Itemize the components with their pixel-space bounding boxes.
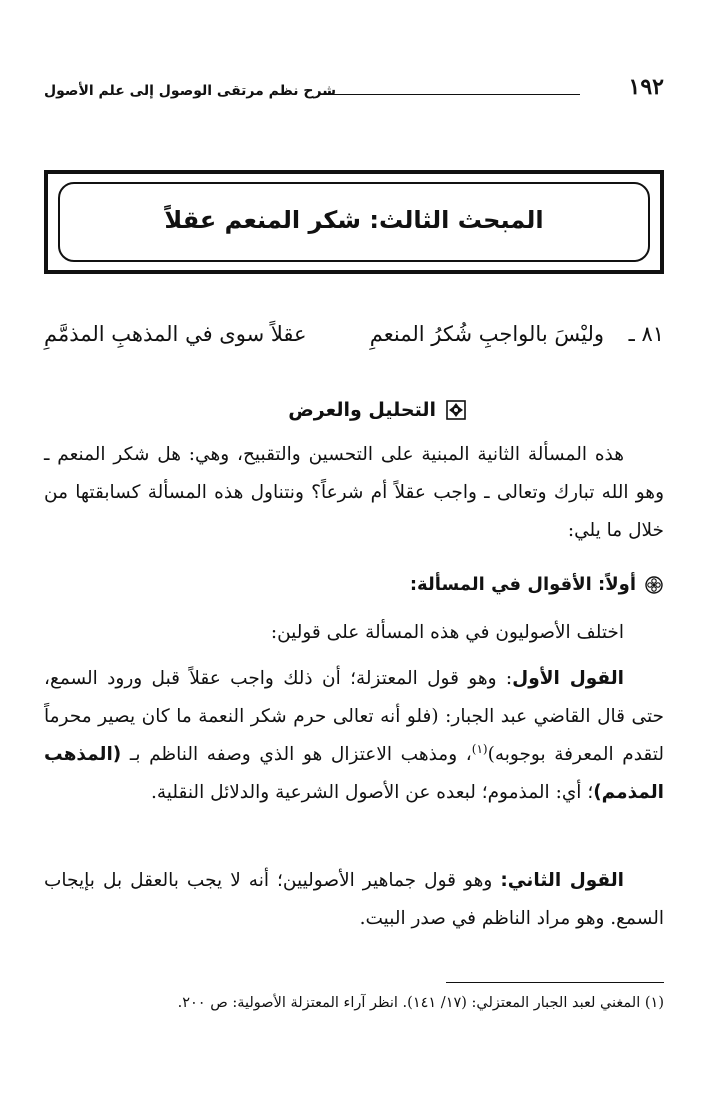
opinion-1-text-c: ؛ أي: المذموم؛ لبعده عن الأصول الشرعية والدلائل النقلية. (150, 782, 594, 803)
verse-number: ٨١ ـ (628, 322, 664, 346)
opinion-2-text: وهو قول جماهير الأصوليين؛ أنه لا يجب بالعقل بل بإيجاب السمع. وهو مراد الناظم في صدر البيت. (44, 870, 664, 929)
section-title-box (44, 170, 664, 274)
opinion-1-text-a: : وهو قول المعتزلة؛ أن ذلك واجب عقلاً قبل ورود السمع، حتى قال القاضي عبد الجبار: (فلو أنه تعالى حرم شكر النعمة ما كان يصير محرماً لتقدم المعرفة بوجوبه) (44, 668, 664, 765)
section-title: المبحث الثالث: شكر المنعم عقلاً (164, 206, 544, 234)
flower-bullet-icon (644, 575, 664, 595)
header-rule (318, 94, 580, 95)
verse-second-hemistich: عقلاً سوى في المذهبِ المذمَّمِ (44, 322, 307, 346)
analysis-heading-text: التحليل والعرض (288, 399, 436, 421)
page-number: ١٩٢ (628, 74, 664, 100)
first-point-heading-text: أولاً: الأقوال في المسألة: (409, 574, 636, 595)
footnote-separator (446, 982, 664, 983)
opinion-1-quoted-term: (المذهب المذمم) (44, 744, 664, 803)
verse-first-hemistich: وليْسَ بالواجبِ شُكرُ المنعمِ (369, 322, 604, 346)
first-point-intro: اختلف الأصوليون في هذه المسألة على قولين: (270, 622, 624, 643)
analysis-heading (288, 398, 468, 422)
opinion-1-label: القول الأول (512, 668, 624, 689)
analysis-intro: هذه المسألة الثانية المبنية على التحسين والتقبيح، وهي: هل شكر المنعم ـ وهو الله تبارك وتعالى ـ واجب عقلاً أم شرعاً؟ ونتناول هذه المسألة كسابقتها من خلال ما يلي: (44, 444, 664, 541)
ornament-icon (444, 398, 468, 422)
opinion-2-label: القول الثاني: (500, 870, 625, 891)
footnote: (١) المغني لعبد الجبار المعتزلي: (١٧/ ١٤١). انظر آراء المعتزلة الأصولية: ص ٢٠٠. (177, 995, 664, 1011)
section-title-inner-frame (58, 182, 650, 262)
verse-line (44, 322, 664, 362)
opinion-1-paragraph (44, 660, 664, 812)
footnote-reference: (١) (471, 741, 488, 756)
first-point-heading (44, 574, 664, 595)
opinion-1-text-b: ، ومذهب الاعتزال هو الذي وصفه الناظم بـ (121, 744, 472, 765)
opinion-2-paragraph (44, 862, 664, 938)
running-title: شرح نظم مرتقى الوصول إلى علم الأصول (44, 83, 336, 99)
